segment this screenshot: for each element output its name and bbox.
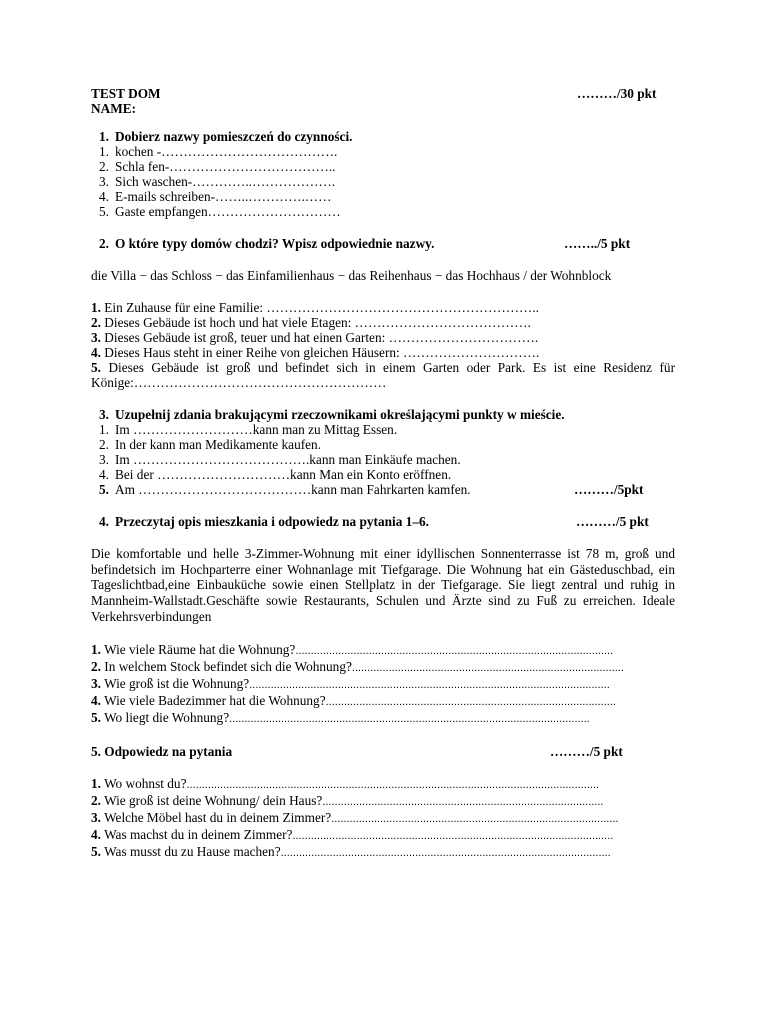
question-text: In welchem Stock befindet sich die Wohnung? xyxy=(100,658,352,674)
item-number: 4. xyxy=(99,189,109,204)
item-number: 4. xyxy=(99,467,109,482)
answer-line[interactable]: ............................................................................................ xyxy=(322,795,604,808)
answer-line[interactable]: ......................................................................................................... xyxy=(292,829,614,842)
question-row xyxy=(91,659,675,676)
item-text: E-mails schreiben-……..………….…… xyxy=(115,189,332,204)
item-number: 2. xyxy=(91,315,101,330)
question-row xyxy=(91,693,675,710)
section2-heading-text: O które typy domów chodzi? Wpisz odpowiednie nazwy. xyxy=(115,236,435,251)
item-text: In der kann man Medikamente kaufen. xyxy=(115,437,322,452)
section2-score: ……../5 pkt xyxy=(564,236,631,251)
item-number: 2. xyxy=(91,658,101,674)
section3-number: 3. xyxy=(99,407,109,422)
item-text: Bei der …………………………kann Man ein Konto eröffnen. xyxy=(115,467,452,482)
list-item xyxy=(91,437,675,452)
item-number: 1. xyxy=(91,775,101,791)
list-item xyxy=(91,360,675,390)
question-row xyxy=(91,776,675,793)
item-number: 4. xyxy=(91,345,101,360)
item-number: 4. xyxy=(91,826,101,842)
question-row xyxy=(91,676,675,693)
total-score: ………/30 pkt xyxy=(577,86,657,101)
answer-line[interactable]: ........................................................................................................ xyxy=(295,644,614,657)
answer-line[interactable]: ...................................................................................................................... xyxy=(249,678,610,691)
list-item xyxy=(91,159,675,174)
question-row xyxy=(91,642,675,659)
header-title-row xyxy=(91,86,675,101)
question-text: Wie viele Badezimmer hat die Wohnung? xyxy=(100,692,326,708)
answer-line[interactable]: ............................................................................................................ xyxy=(280,846,611,859)
reading-passage: Die komfortable und helle 3-Zimmer-Wohnung mit einer idyllischen Sonnenterrasse ist 78 m, groß und befindetsich im Hochparterre einer Wohnanlage mit Tiefgarage. Die Wohnung hat ein Gästeduschbad, ein Tageslichtbad,eine Einbauküche sowie einen Stellplatz in der Tiefgarage. Sie liegt zentral und ruhig in Mannheim-Wallstadt.Geschäfte sowie Restaurants, Schulen und Ärzte sind zu Fuß zu erreichen. Ideale Verkehrsverbindungen xyxy=(91,546,675,624)
item-number: 3. xyxy=(91,809,101,825)
answer-line[interactable]: ...................................................................................................................... xyxy=(229,712,590,725)
item-number: 5. xyxy=(99,204,109,219)
question-row xyxy=(91,810,675,827)
answer-line[interactable]: ......................................................................................... xyxy=(351,661,624,674)
item-number: 3. xyxy=(99,452,109,467)
item-number: 5. xyxy=(91,843,101,859)
item-number: 1. xyxy=(91,300,101,315)
question-row xyxy=(91,844,675,861)
section3-score: ………/5pkt xyxy=(574,482,644,497)
item-number: 5. xyxy=(91,709,101,725)
list-item xyxy=(91,330,675,345)
list-item xyxy=(91,300,675,315)
list-item xyxy=(91,482,675,497)
worksheet xyxy=(91,86,675,861)
item-text: Dieses Gebäude ist groß und befindet sich in einem Garten oder Park. Es ist eine Residenz für Könige:………………………………………………… xyxy=(91,360,675,390)
list-item xyxy=(91,422,675,437)
item-text: Schla fen-……………………………….. xyxy=(115,159,336,174)
item-text: Im ………………………………….kann man Einkäufe machen. xyxy=(115,452,461,467)
section3-list xyxy=(91,422,675,497)
item-number: 1. xyxy=(99,422,109,437)
question-text: Wo wohnst du? xyxy=(100,775,187,791)
item-text: Dieses Gebäude ist groß, teuer und hat einen Garten: ……………………………. xyxy=(100,330,539,345)
item-number: 2. xyxy=(99,159,109,174)
item-number: 3. xyxy=(91,330,101,345)
word-bank: die Villa − das Schloss − das Einfamilienhaus − das Reihenhaus − das Hochhaus / der Wohnblock xyxy=(91,268,612,283)
section2-number: 2. xyxy=(99,236,109,251)
item-text: Ein Zuhause für eine Familie: …………………………………………………….. xyxy=(100,300,539,315)
item-number: 5. xyxy=(99,482,109,497)
question-text: Welche Möbel hast du in deinem Zimmer? xyxy=(100,809,332,825)
list-item xyxy=(91,315,675,330)
item-text: Dieses Gebäude ist hoch und hat viele Etagen: …………………………………. xyxy=(100,315,531,330)
question-text: Was machst du in deinem Zimmer? xyxy=(100,826,293,842)
section5-heading xyxy=(91,744,675,759)
question-text: Wie groß ist die Wohnung? xyxy=(100,675,250,691)
question-row xyxy=(91,710,675,727)
list-item xyxy=(91,345,675,360)
section4-number: 4. xyxy=(99,514,109,529)
item-number: 2. xyxy=(91,792,101,808)
item-number: 1. xyxy=(91,641,101,657)
question-text: Wo liegt die Wohnung? xyxy=(100,709,230,725)
name-row xyxy=(91,101,675,116)
section3-heading xyxy=(91,407,675,422)
section1-list xyxy=(91,144,675,219)
section4-heading xyxy=(91,514,675,529)
item-text: Dieses Haus steht in einer Reihe von gleichen Häusern: …………………………. xyxy=(100,345,540,360)
name-label: NAME: xyxy=(91,101,137,116)
list-item xyxy=(91,189,675,204)
item-number: 3. xyxy=(91,675,101,691)
section5-heading-text: 5. Odpowiedz na pytania xyxy=(91,743,233,759)
list-item xyxy=(91,467,675,482)
answer-line[interactable]: ............................................................................................... xyxy=(325,695,616,708)
test-title: TEST DOM xyxy=(91,86,161,101)
item-text: Gaste empfangen………………………… xyxy=(115,204,341,219)
item-number: 4. xyxy=(91,692,101,708)
list-item xyxy=(91,174,675,189)
item-number: 5. xyxy=(91,360,101,375)
section2-heading xyxy=(91,236,675,251)
list-item xyxy=(91,204,675,219)
answer-line[interactable]: .............................................................................................. xyxy=(331,812,619,825)
section4-heading-text: Przeczytaj opis mieszkania i odpowiedz na pytania 1–6. xyxy=(115,514,429,529)
section1-heading-text: Dobierz nazwy pomieszczeń do czynności. xyxy=(115,129,353,144)
question-row xyxy=(91,827,675,844)
item-text: Im ………………………kann man zu Mittag Essen. xyxy=(115,422,398,437)
list-item xyxy=(91,144,675,159)
item-number: 3. xyxy=(99,174,109,189)
question-row xyxy=(91,793,675,810)
section1-number: 1. xyxy=(99,129,109,144)
item-text: Sich waschen-…………..………………. xyxy=(115,174,336,189)
item-text: Am …………………………………kann man Fahrkarten kamfen. xyxy=(115,482,471,497)
list-item xyxy=(91,452,675,467)
answer-line[interactable]: ....................................................................................................................................... xyxy=(186,778,600,791)
question-text: Wie viele Räume hat die Wohnung? xyxy=(100,641,296,657)
item-text: kochen -…………………………………. xyxy=(115,144,338,159)
section3-heading-text: Uzupełnij zdania brakującymi rzeczownikami określającymi punkty w mieście. xyxy=(115,407,565,422)
item-number: 1. xyxy=(99,144,109,159)
section1-heading xyxy=(91,129,675,144)
item-number: 2. xyxy=(99,437,109,452)
section5-score: ………/5 pkt xyxy=(550,743,623,759)
question-text: Wie groß ist deine Wohnung/ dein Haus? xyxy=(100,792,323,808)
section4-score: ………/5 pkt xyxy=(576,514,649,529)
question-text: Was musst du zu Hause machen? xyxy=(100,843,281,859)
